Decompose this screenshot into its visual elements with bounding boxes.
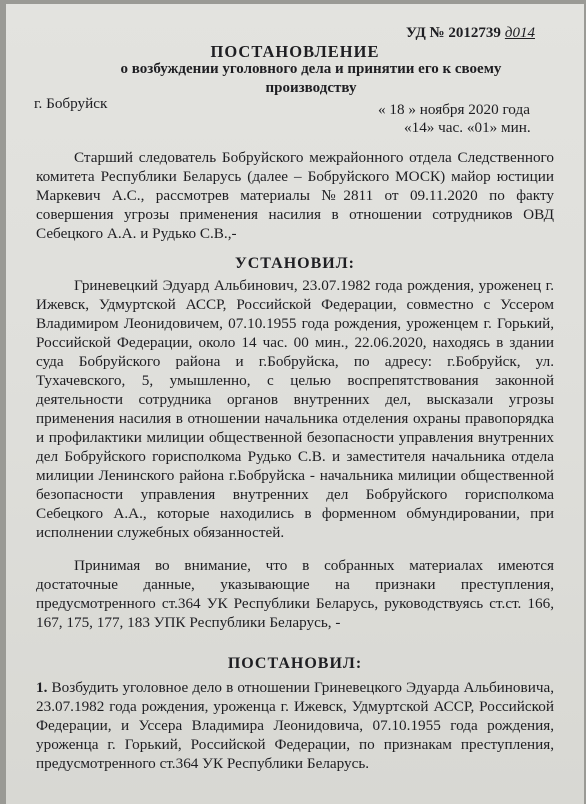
intro-paragraph — [36, 148, 554, 243]
resolution-item-1 — [36, 678, 554, 773]
resolution-item-1-text: Возбудить уголовное дело в отношении Гриневецкого Эдуарда Альбиновича, 23.07.1982 года рождения, уроженца г. Ижевск, Удмуртской АССР, Российской Федерации, и Уссера Владимира Леонидовича, 07.10.1955 года рождения, уроженца г. Горький, Российской Федерации, по признакам преступления, предусмотренного ст.364 УК Республики Беларусь. — [36, 679, 555, 772]
place-of-issue: г. Бобруйск — [34, 95, 108, 112]
issue-time: «14» час. «01» мин. — [404, 119, 531, 136]
case-number-handwritten: д014 — [504, 25, 535, 41]
section-heading-resolved: ПОСТАНОВИЛ: — [227, 655, 363, 672]
item-number: 1. — [36, 679, 48, 696]
consideration-paragraph — [36, 556, 554, 632]
facts-paragraph — [36, 276, 554, 542]
consideration-text: Принимая во внимание, что в собранных материалах имеются достаточные данные, указывающие на признаки преступления, предусмотренного ст.364 УК Республики Беларусь, руководствуясь ст.ст. 166, 167, 175, 177, 183 УПК Республики Беларусь, - — [36, 557, 554, 631]
document-page — [6, 4, 584, 804]
case-number — [406, 24, 535, 43]
facts-text: Гриневецкий Эдуард Альбинович, 23.07.1982 года рождения, уроженец г. Ижевск, Удмуртской АССР, Российской Федерации, совместно с Уссером Владимиром Леонидовичем, 07.10.1955 года рождения, уроженцем г. Горький, Российской Федерации, около 14 час. 00 мин., 22.06.2020, находясь в здании суда Бобруйского района и г.Бобруйска, по адресу: г.Бобруйск, ул. Тухачевского, 5, умышленно, с целью воспрепятствования законной деятельности сотрудника органов внутренних дел, высказали угрозы применения насилия в отношении начальника отделения охраны правопорядка и профилактики милиции общественной безопасности управления внутренних дел Бобруйского горисполкома Рудько С.В. и заместителя начальника отдела милиции Ленинского района г.Бобруйска - начальника милиции общественной безопасности управления внутренних дел Бобруйского горисполкома Себецкого А.А., которые находились в форменном обмундировании, при исполнении служебных обязанностей. — [36, 277, 554, 541]
intro-text: Старший следователь Бобруйского межрайонного отдела Следственного комитета Республики Беларусь (далее – Бобруйского МОСК) майор юстиции Маркевич А.С., рассмотрев материалы №2811 от 09.11.2020 по факту совершения угрозы применения насилия в отношении сотрудников ОВД Себецкого А.А. и Рудько С.В.,- — [36, 149, 554, 242]
document-subtitle: о возбуждении уголовного дела и принятии его к своему производству — [120, 61, 502, 96]
section-heading-established: УСТАНОВИЛ: — [235, 255, 355, 272]
issue-date: « 18 » ноября 2020 года — [378, 101, 530, 118]
case-number-printed: УД № 2012739 — [406, 25, 501, 41]
document-title: ПОСТАНОВЛЕНИЕ — [210, 42, 380, 61]
